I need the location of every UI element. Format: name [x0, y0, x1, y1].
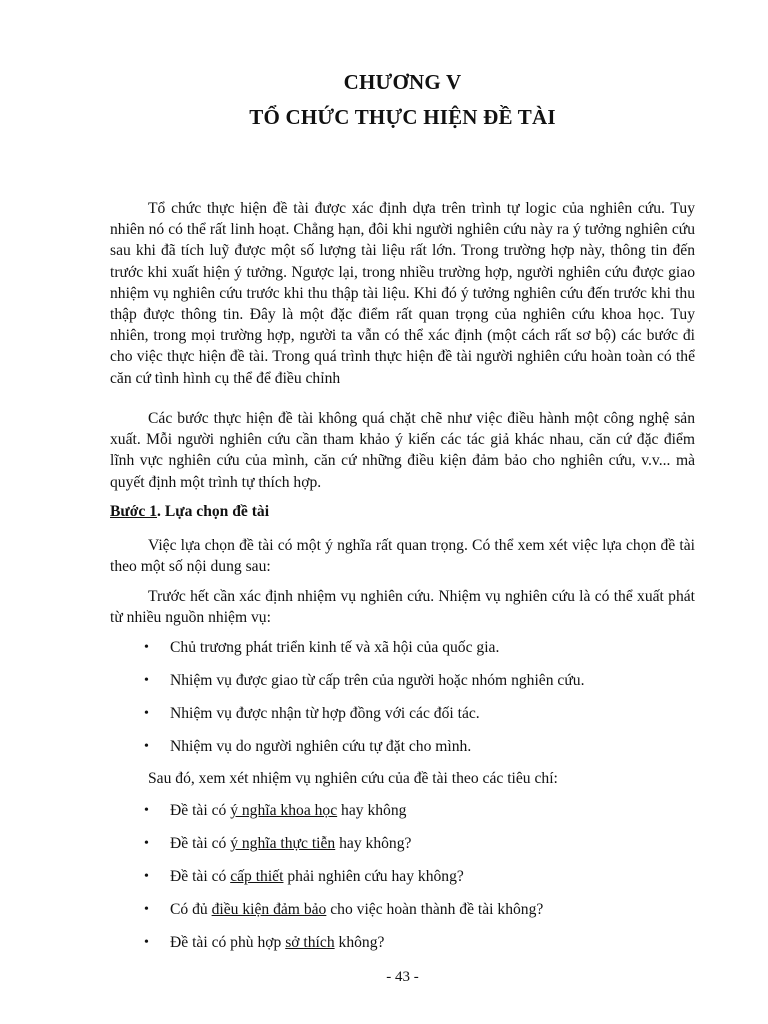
list-item	[110, 736, 695, 769]
list-item	[110, 637, 695, 670]
underlined-term: điều kiện đảm bảo	[211, 901, 327, 918]
step-1-title: . Lựa chọn đề tài	[157, 503, 270, 520]
list-item: • Đề tài có ý nghĩa khoa học hay không	[144, 802, 407, 819]
criteria-list	[110, 800, 695, 965]
list-item-text: Chủ trương phát triển kinh tế và xã hội của quốc gia.	[170, 639, 500, 656]
page-number: - 43 -	[386, 969, 419, 985]
bullet-icon: •	[144, 836, 149, 851]
underlined-term: ý nghĩa khoa học	[230, 802, 338, 819]
paragraph-topic-selection: Việc lựa chọn đề tài có một ý nghĩa rất quan trọng. Có thể xem xét việc lựa chọn đề tài theo một số nội dung sau:	[110, 537, 695, 576]
paragraph-steps: Các bước thực hiện đề tài không quá chặt chẽ như việc điều hành một công nghệ sản xuất. Mỗi người nghiên cứu cần tham khảo ý kiến các tác giả khác nhau, căn cứ đặc điểm lĩnh vực nghiên cứu của mình, căn cứ những điều kiện đảm bảo cho nghiên cứu, v.v... mà quyết định một trình tự thích hợp.	[110, 410, 695, 491]
bullet-icon: •	[144, 706, 149, 721]
list-item: • Có đủ điều kiện đảm bảo cho việc hoàn thành đề tài không?	[144, 901, 544, 918]
bullet-icon: •	[144, 869, 149, 884]
underlined-term: cấp thiết	[230, 868, 284, 885]
list-item-text: Nhiệm vụ được nhận từ hợp đồng với các đối tác.	[170, 705, 480, 722]
bullet-icon: •	[144, 803, 149, 818]
bullet-icon: •	[144, 673, 149, 688]
paragraph-task-sources: Trước hết cần xác định nhiệm vụ nghiên cứu. Nhiệm vụ nghiên cứu là có thể xuất phát từ nhiều nguồn nhiệm vụ:	[110, 588, 695, 627]
paragraph-intro: Tổ chức thực hiện đề tài được xác định dựa trên trình tự logic của nghiên cứu. Tuy nhiên nó có thể rất linh hoạt. Chẳng hạn, đôi khi người nghiên cứu này ra ý tưởng nghiên cứu sau khi đã tích luỹ được một số lượng tài liệu rất lớn. Trong trường hợp này, thông tin đến trước khi xuất hiện ý tưởng. Ngược lại, trong nhiều trường hợp, người nghiên cứu được giao nhiệm vụ nghiên cứu trước khi thu thập tài liệu. Khi đó ý tưởng nghiên cứu đến trước khi thu thập được thông tin. Đây là một đặc điểm rất quan trọng của nghiên cứu khoa học. Tuy nhiên, trong mọi trường hợp, người ta vẫn có thể xác định (một cách rất sơ bộ) các bước đi cho việc thực hiện đề tài. Trong quá trình thực hiện đề tài người nghiên cứu hoàn toàn có thể căn cứ tình hình cụ thể để điều chỉnh	[110, 200, 695, 387]
list-item: • Đề tài có ý nghĩa thực tiễn hay không?	[144, 835, 412, 852]
step-1-heading	[110, 501, 695, 522]
bullet-icon: •	[144, 739, 149, 754]
paragraph-criteria: Sau đó, xem xét nhiệm vụ nghiên cứu của đề tài theo các tiêu chí:	[148, 770, 558, 787]
underlined-term: sở thích	[285, 934, 335, 951]
list-item: • Đề tài có cấp thiết phải nghiên cứu hay không?	[144, 868, 464, 885]
underlined-term: ý nghĩa thực tiễn	[230, 835, 336, 852]
task-source-list	[110, 637, 695, 769]
chapter-number: CHƯƠNG V	[343, 70, 462, 94]
list-item	[110, 670, 695, 703]
bullet-icon: •	[144, 640, 149, 655]
list-item	[110, 703, 695, 736]
step-1-label: Bước 1	[110, 503, 158, 520]
list-item-text: Nhiệm vụ được giao từ cấp trên của người hoặc nhóm nghiên cứu.	[170, 672, 585, 689]
bullet-icon: •	[144, 935, 149, 950]
bullet-icon: •	[144, 902, 149, 917]
list-item-text: Nhiệm vụ do người nghiên cứu tự đặt cho mình.	[170, 738, 472, 755]
list-item: • Đề tài có phù hợp sở thích không?	[144, 934, 385, 951]
chapter-title: TỔ CHỨC THỰC HIỆN ĐỀ TÀI	[249, 105, 556, 129]
